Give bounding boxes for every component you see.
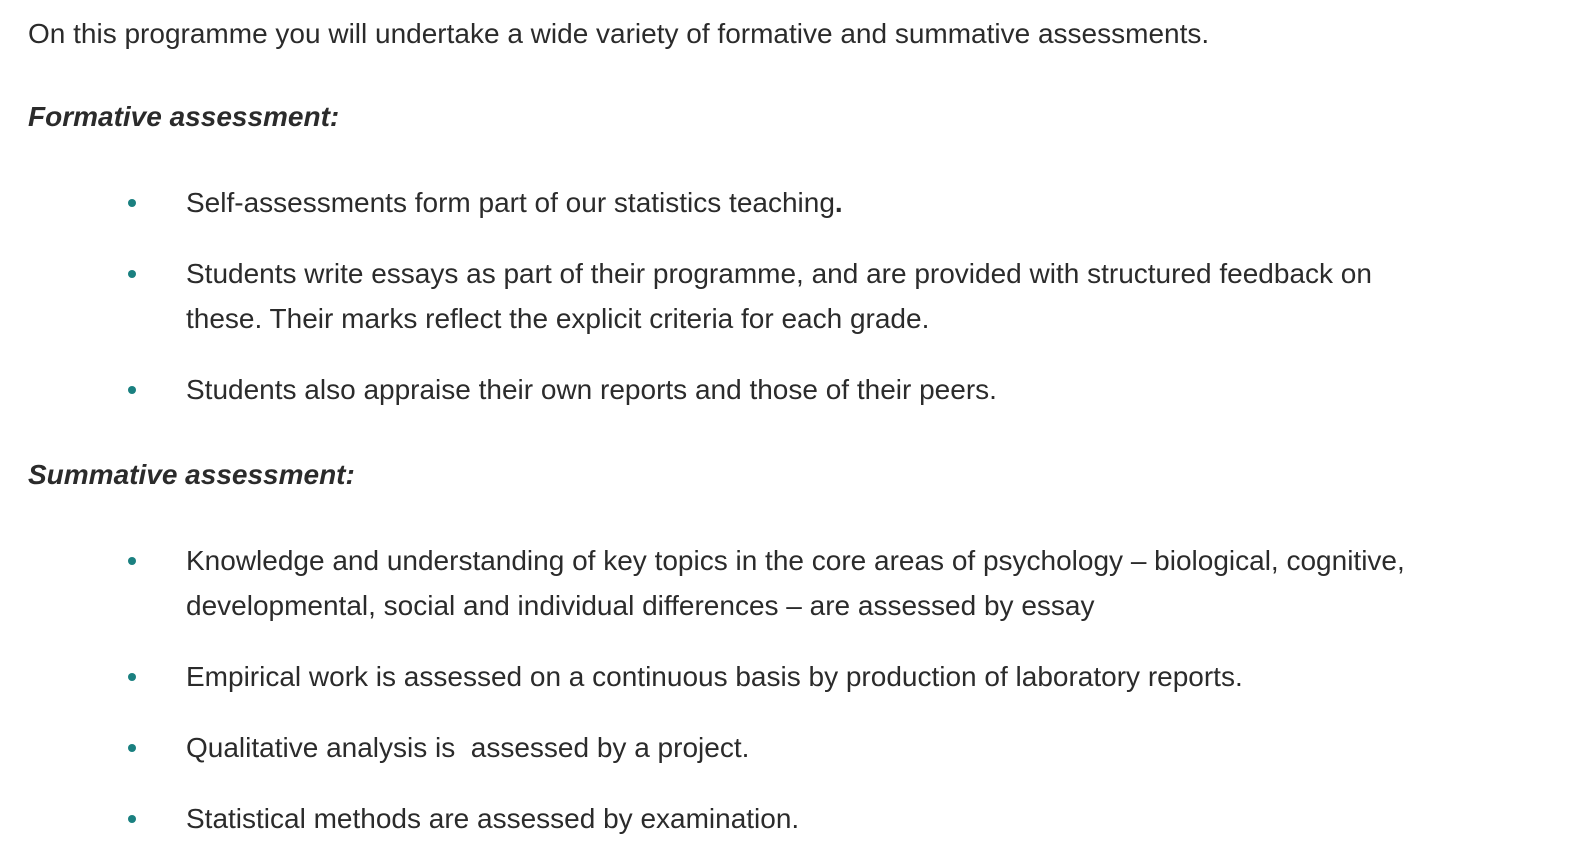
bullet-icon (128, 270, 136, 278)
bullet-icon (128, 815, 136, 823)
list-item-text: Empirical work is assessed on a continuous basis by production of laboratory reports. (186, 661, 1243, 692)
summative-heading: Summative assessment: (28, 459, 355, 490)
list-item-text: Statistical methods are assessed by examination. (186, 803, 800, 834)
list-item (28, 367, 1446, 412)
list-item-text: Students write essays as part of their programme, and are provided with structured feedback on these. Their marks reflect the explicit criteria for each grade. (186, 258, 1372, 334)
list-item (28, 654, 1446, 699)
bullet-icon (128, 557, 136, 565)
summative-list (28, 538, 1446, 867)
list-item-text: Knowledge and understanding of key topics in the core areas of psychology – biological, cognitive, developmental, social and individual differences – are assessed by essay (186, 545, 1405, 621)
list-item-suffix: . (834, 187, 843, 218)
list-item-text: Students also appraise their own reports and those of their peers. (186, 374, 997, 405)
bullet-icon (128, 386, 136, 394)
list-item (28, 251, 1446, 341)
intro-paragraph: On this programme you will undertake a wide variety of formative and summative assessments. (28, 18, 1210, 49)
formative-heading: Formative assessment: (28, 101, 340, 132)
list-item (28, 538, 1446, 628)
formative-list (28, 180, 1446, 438)
bullet-icon (128, 199, 136, 207)
list-item-text: Qualitative analysis is assessed by a project. (186, 732, 750, 763)
list-item (28, 725, 1446, 770)
list-item-text: Self-assessments form part of our statistics teaching (186, 187, 835, 218)
bullet-icon (128, 744, 136, 752)
list-item (28, 180, 1446, 225)
bullet-icon (128, 673, 136, 681)
list-item (28, 796, 1446, 841)
